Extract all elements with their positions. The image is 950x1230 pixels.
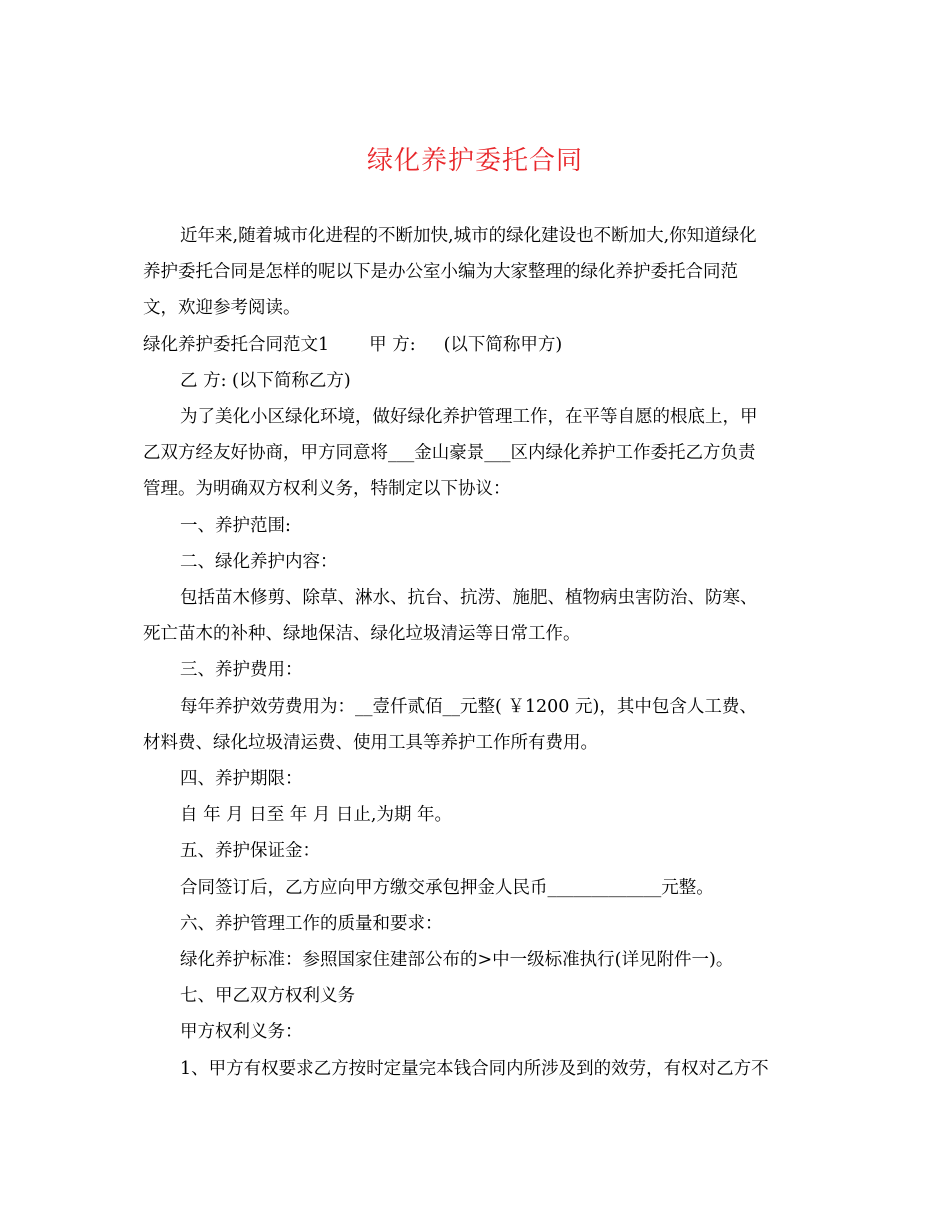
party-a-note: (以下简称甲方): [443, 334, 563, 355]
section-2-heading: 二、绿化养护内容：: [180, 551, 338, 572]
purpose-line-1: 为了美化小区绿化环境，做好绿化养护管理工作，在平等自愿的根底上，甲: [180, 407, 758, 428]
section-3-line-2: 材料费、绿化垃圾清运费、使用工具等养护工作所有费用。: [143, 732, 598, 753]
section-6-heading: 六、养护管理工作的质量和要求：: [180, 913, 443, 934]
section-3-line-1: 每年养护效劳费用为：__壹仟贰佰__元整( ￥1200 元)，其中包含人工费、: [180, 696, 757, 717]
section-4-line-1: 自 年 月 日至 年 月 日止,为期 年。: [180, 805, 453, 826]
document-title: 绿化养护委托合同: [366, 146, 583, 176]
party-a-label: 甲 方:: [369, 334, 416, 355]
section-7-item-1: 1、甲方有权要求乙方按时定量完本钱合同内所涉及到的效劳，有权对乙方不: [180, 1058, 769, 1079]
intro-line-3: 文，欢迎参考阅读。: [143, 298, 301, 319]
section-2-line-1: 包括苗木修剪、除草、淋水、抗台、抗涝、施肥、植物病虫害防治、防寒、: [180, 588, 758, 609]
section-7-subheading: 甲方权利义务：: [180, 1022, 303, 1043]
section-6-line-1: 绿化养护标准：参照国家住建部公布的>中一级标准执行(详见附件一)。: [180, 950, 734, 971]
section-2-line-2: 死亡苗木的补种、绿地保洁、绿化垃圾清运等日常工作。: [143, 624, 581, 645]
intro-line-1: 近年来,随着城市化进程的不断加快,城市的绿化建设也不断加大,你知道绿化: [180, 226, 757, 246]
intro-line-2: 养护委托合同是怎样的呢以下是办公室小编为大家整理的绿化养护委托合同范: [143, 262, 738, 283]
section-5-heading: 五、养护保证金：: [180, 841, 320, 862]
section-4-heading: 四、养护期限：: [180, 769, 303, 790]
section-3-heading: 三、养护费用：: [180, 660, 303, 681]
purpose-line-3: 管理。为明确双方权利义务，特制定以下协议：: [143, 479, 511, 500]
purpose-line-2: 乙双方经友好协商，甲方同意将___金山豪景___区内绿化养护工作委托乙方负责: [143, 443, 756, 464]
sample-heading-line: [143, 327, 808, 363]
section-5-line-1: 合同签订后，乙方应向甲方缴交承包押金人民币_____________元整。: [180, 877, 714, 898]
party-b-line: 乙 方: (以下简称乙方): [180, 370, 351, 391]
sample-heading: 绿化养护委托合同范文1: [143, 334, 330, 355]
section-7-heading: 七、甲乙双方权利义务: [180, 986, 355, 1007]
section-1-heading: 一、养护范围:: [180, 515, 291, 536]
document-body: [143, 218, 808, 1087]
